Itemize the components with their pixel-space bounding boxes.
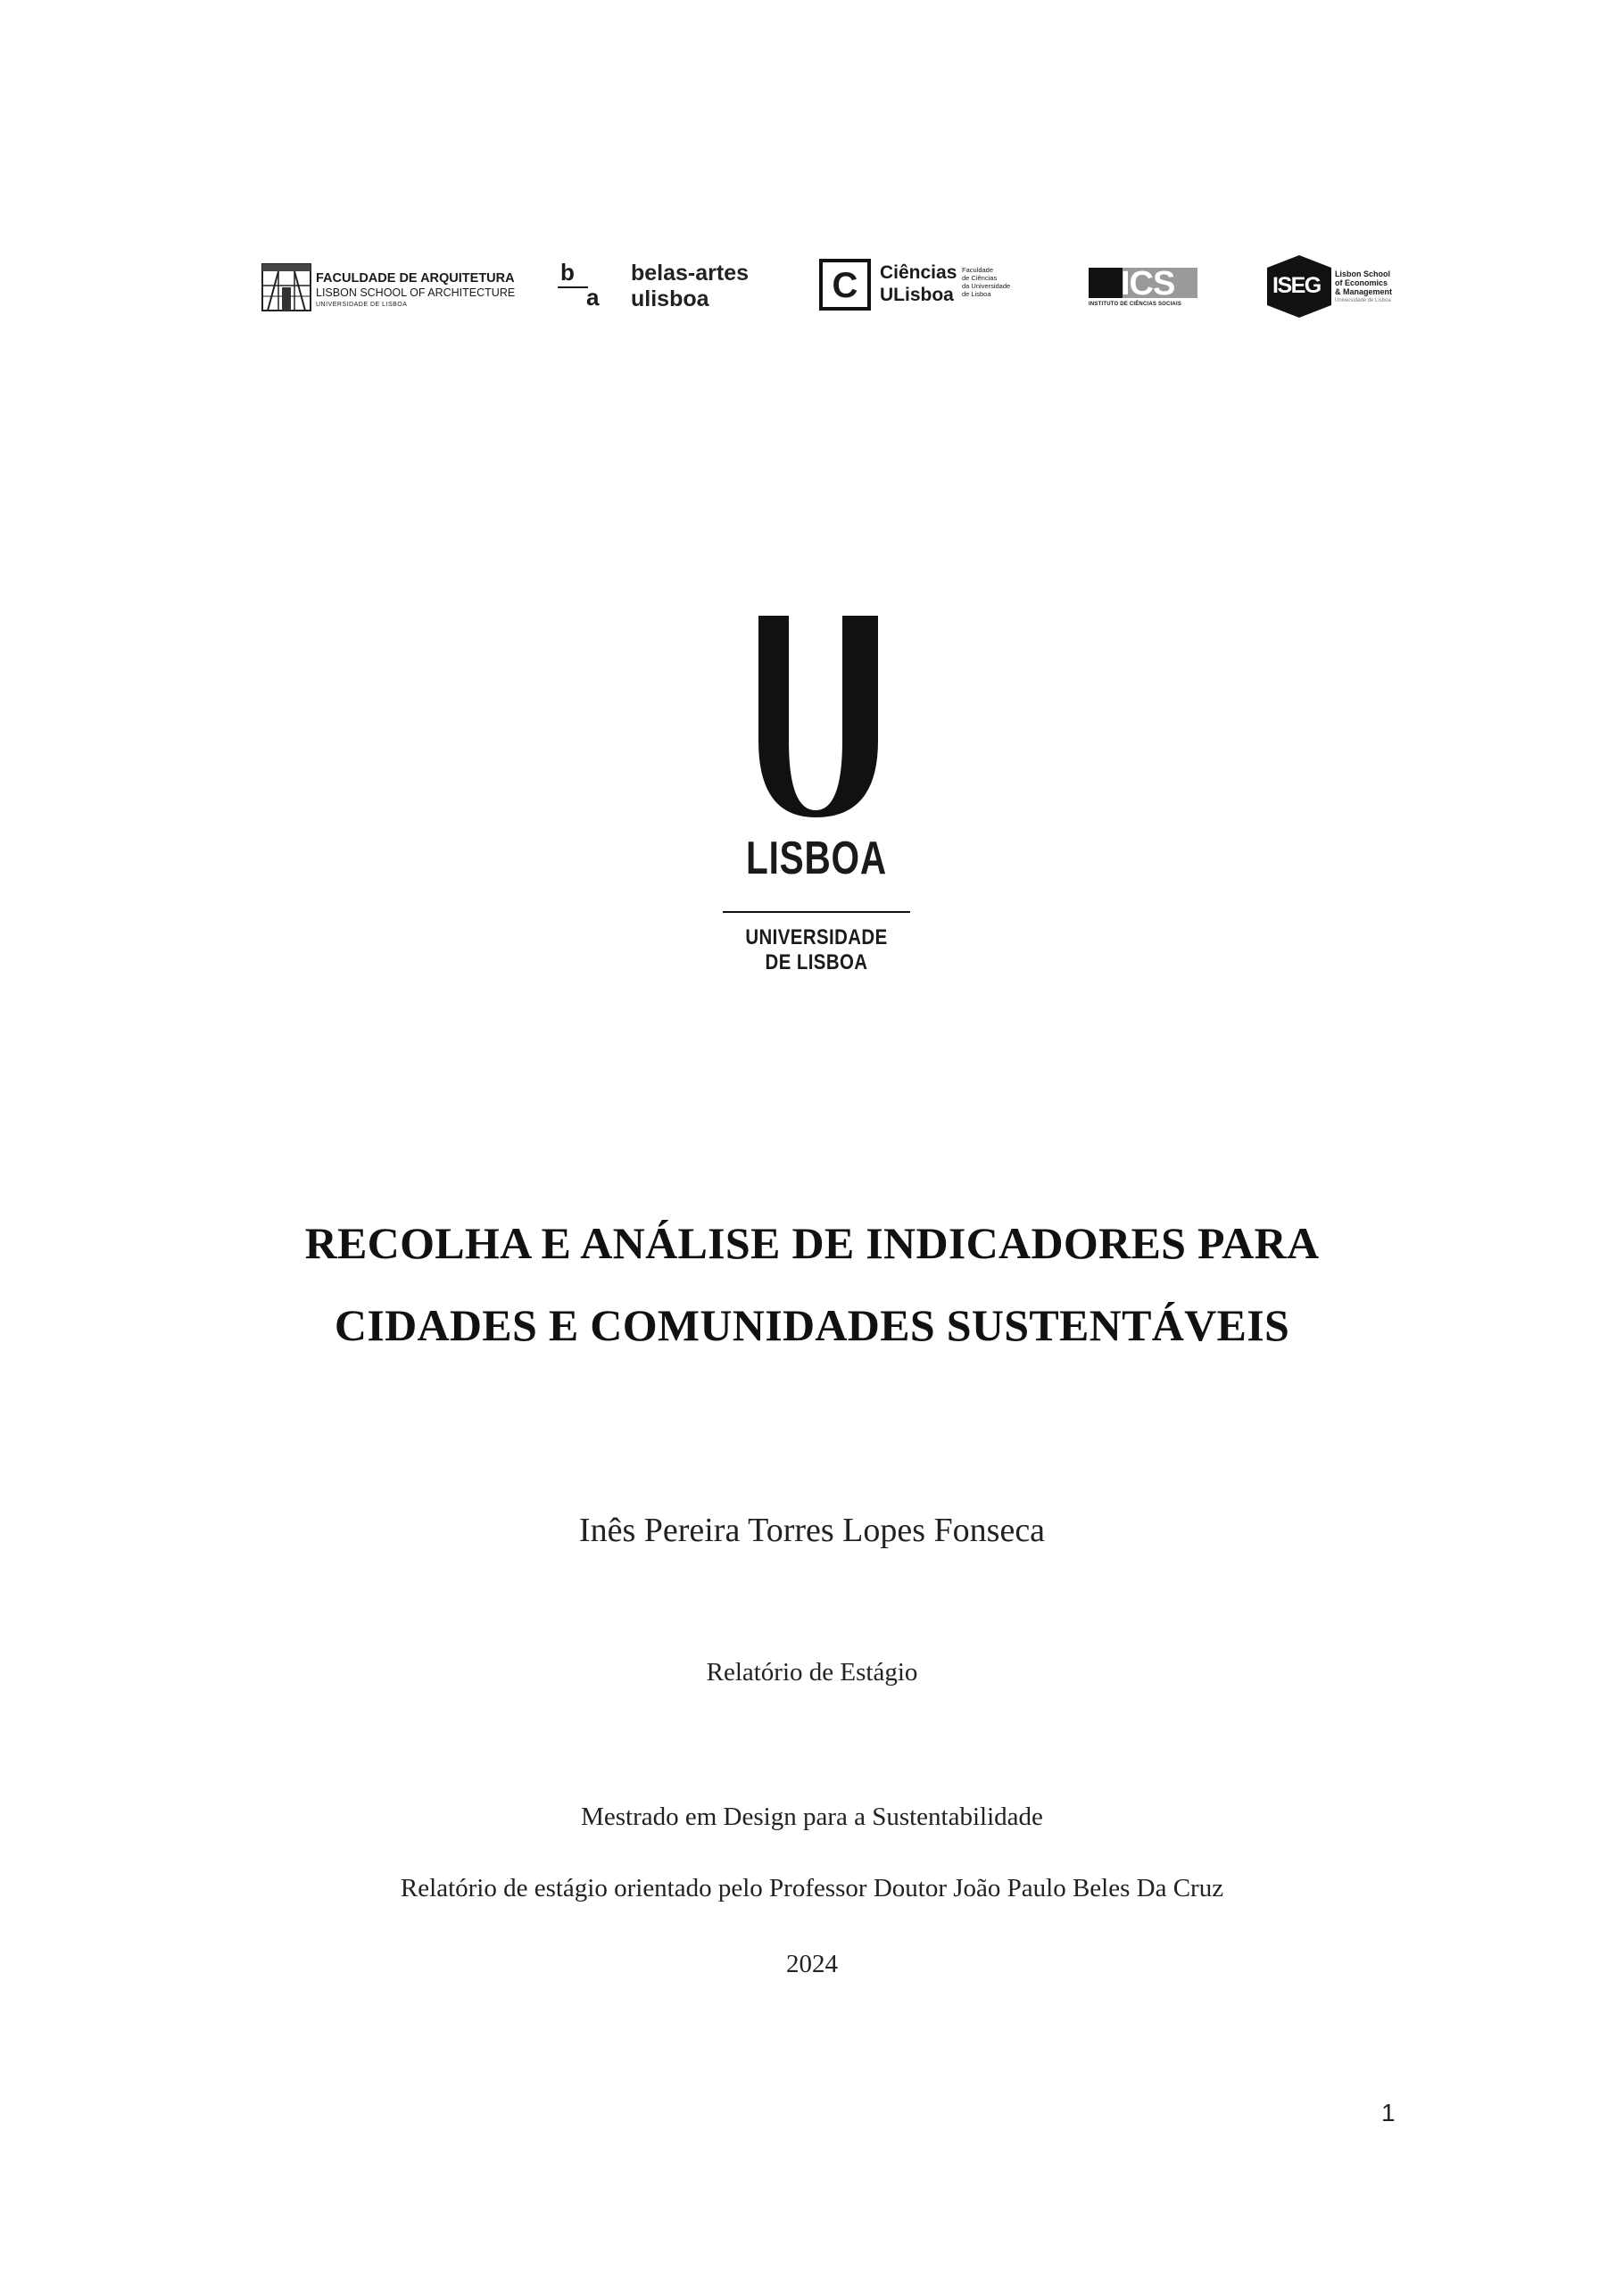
ulisboa-u-mark [723, 616, 910, 830]
ciencias-small-text: Faculdade de Ciências da Universidade de Lisboa [962, 266, 1011, 298]
ba-line1: belas-artes [631, 261, 750, 286]
fa-line2: LISBON SCHOOL OF ARCHITECTURE [316, 286, 516, 299]
report-type: Relatório de Estágio [706, 1658, 918, 1687]
ulisboa-wordmark: LISBOA [746, 833, 887, 884]
ciencias-line1: Ciências [880, 262, 957, 283]
fa-building-icon [261, 261, 312, 312]
ics-caption: INSTITUTO DE CIÊNCIAS SOCIAIS [1089, 302, 1182, 307]
ba-mark-top: b [560, 259, 575, 286]
ciencias-line2: ULisboa [880, 285, 954, 305]
ba-mark-bottom: a [586, 284, 600, 311]
year: 2024 [786, 1950, 838, 1978]
ulisboa-divider [723, 911, 910, 913]
iseg-text: Lisbon School of Economics & Management Universidade de Lisboa [1335, 269, 1393, 303]
ics-black-block [1089, 268, 1123, 298]
logo-ciencias-ulisboa [819, 259, 1051, 318]
logo-universidade-lisboa [723, 616, 910, 991]
logo-ics [1089, 265, 1200, 314]
ulisboa-line1: UNIVERSIDADE [745, 925, 888, 949]
author-name: Inês Pereira Torres Lopes Fonseca [578, 1512, 1046, 1549]
supervisor-line: Relatório de estágio orientado pelo Professor Doutor João Paulo Beles Da Cruz [400, 1874, 1224, 1902]
logo-belas-artes [558, 259, 754, 314]
page-number: 1 [1381, 2099, 1396, 2126]
logo-faculdade-arquitetura [261, 261, 516, 312]
logo-iseg [1267, 255, 1401, 318]
ba-line2: ulisboa [631, 286, 709, 311]
ulisboa-line2: DE LISBOA [765, 950, 868, 974]
ciencias-c-mark-icon: C [819, 259, 871, 311]
ba-mark-divider [558, 286, 588, 288]
degree: Mestrado em Design para a Sustentabilidade [581, 1803, 1043, 1831]
ics-mark: ICS [1121, 265, 1175, 303]
iseg-mark: ISEG [1272, 273, 1321, 298]
fa-line1: FACULDADE DE ARQUITETURA [316, 271, 515, 286]
fa-line3: UNIVERSIDADE DE LISBOA [316, 302, 408, 308]
document-title-line2: CIDADES E COMUNIDADES SUSTENTÁVEIS [334, 1300, 1290, 1350]
document-title-line1: RECOLHA E ANÁLISE DE INDICADORES PARA [304, 1218, 1320, 1268]
